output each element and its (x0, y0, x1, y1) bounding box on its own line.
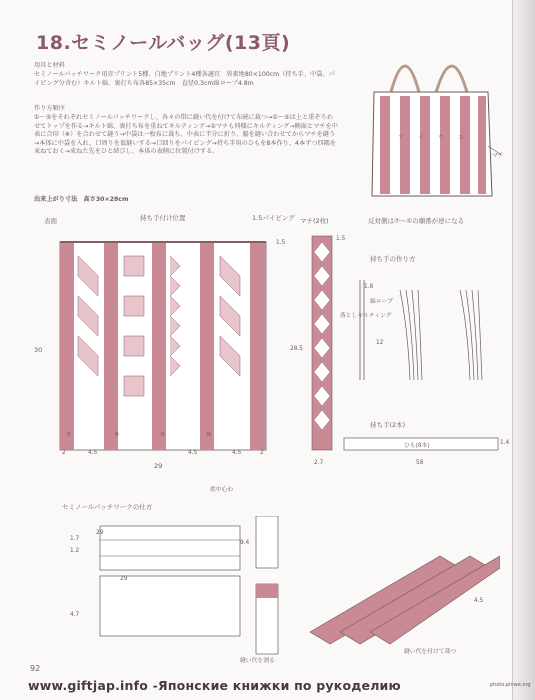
dim-2a: 2 (62, 450, 66, 456)
dim-45c: 4.5 (232, 450, 242, 456)
bottom-center-label: 底中心わ (210, 487, 234, 493)
cord-label: ひも(8本) (404, 443, 430, 449)
dim-45b: 4.5 (188, 450, 198, 456)
bag-illustration (360, 36, 510, 206)
method-45: 4.5 (474, 598, 484, 604)
cord-length: 58 (416, 460, 424, 466)
panel-mark-4: ⑩ (206, 432, 212, 438)
bag-gusset-label: マチ (492, 153, 504, 159)
page-edge (512, 0, 535, 700)
watermark: photo.pinwe.org (490, 682, 531, 688)
method-diagram (60, 516, 500, 666)
dim-height: 30 (34, 346, 43, 354)
opposite-note: 反対側は⑦〜①の順番が逆になる (368, 217, 465, 225)
rope-size: 1.8 (364, 284, 374, 290)
handle-how-label: 持ち手の作り方 (370, 255, 416, 263)
front-label: 表面 (44, 217, 57, 225)
dim-45a: 4.5 (88, 450, 98, 456)
bag-mark-a: ア (398, 135, 404, 141)
method-47: 4.7 (70, 612, 80, 618)
method-12: 1.2 (70, 548, 80, 554)
panel-mark-3: ⑨ (160, 432, 166, 438)
panel-mark-1: ⑦ (66, 432, 72, 438)
page-number: 92 (30, 664, 41, 673)
steps-heading: 作り方順序 (34, 105, 65, 112)
piping-label: 1.5パイピング (252, 214, 295, 222)
handle-two-label: 持ち手(2本) (370, 421, 406, 429)
gusset-label: マチ(2枚) (300, 217, 329, 225)
gusset-width: 2.7 (314, 460, 324, 466)
gusset-diagram (310, 232, 334, 454)
method-29b: 29 (120, 576, 128, 582)
method-29: 29 (96, 530, 104, 536)
page-title: 18.セミノールバッグ(13頁) (36, 32, 291, 54)
materials-text: セミノールパッチワーク用赤プリント5種、白地プリント4種各適宜 異素地80×100cm（持ち手、中袋、パイピング分含む）キルト綿、裏打ち布各85×35cm 直径0.3cm綿ロープ4.8m (34, 71, 335, 87)
dim-15: 1.5 (276, 240, 286, 246)
steps-text: ①〜⑤をそれぞれセミノールパッチワークし、各々の帯に縫い代を付けて布続に裁つ→①〜⑤は上と重ぞろわせてトップを作る→キルト綿、裏打ち布を重ねてキルティング→②マチも同様にキルティング→側面とマチを中表に合印（※）を合わせて縫う→中袋は一枚布に裁ち、中表に半分に折り、脇を縫い合わせてからマチを縫う→本体に中袋を入れ、口周りを仮縫いする→口回りをパイピング→持ち手用のひもを8本作り、4本ずつ四隅を束ねておく→束ねた先をひと結びし、本体の表側に位置付けする。 (34, 114, 338, 156)
front-panel-diagram (54, 236, 274, 456)
panel-mark-2: ⑧ (114, 432, 120, 438)
dim-14: 1.4 (500, 440, 510, 446)
method-94: 9.4 (240, 540, 250, 546)
bag-mark-i: イ (418, 135, 424, 141)
method-label: セミノールパッチワークの仕方 (62, 503, 153, 511)
dim-2b: 2 (260, 450, 264, 456)
bag-mark-e: エ (458, 135, 464, 141)
rope-label: 綿ロープ (370, 299, 393, 305)
handle-position-label: 持ち手付け位置 (140, 214, 186, 222)
handle-howto-diagram (350, 270, 510, 390)
seam-open-label: 縫い代を割る (240, 658, 275, 664)
site-footer: www.giftjap.info -Японские книжки по рукоделию (28, 678, 401, 693)
bag-mark-u: ウ (438, 135, 444, 141)
materials-heading: 用具と材料 (34, 62, 65, 69)
method-17: 1.7 (70, 536, 80, 542)
gusset-15: 1.5 (336, 236, 346, 242)
finished-size: 出来上がり寸法 高さ30×28cm (34, 196, 129, 203)
gusset-height: 28.5 (290, 346, 303, 352)
dim-12: 12 (376, 340, 384, 346)
seam-allowance-label: 縫い代を付けて裁つ (404, 649, 457, 655)
quilting-label: 落としキルティング (340, 313, 392, 319)
dim-width: 29 (154, 462, 163, 470)
